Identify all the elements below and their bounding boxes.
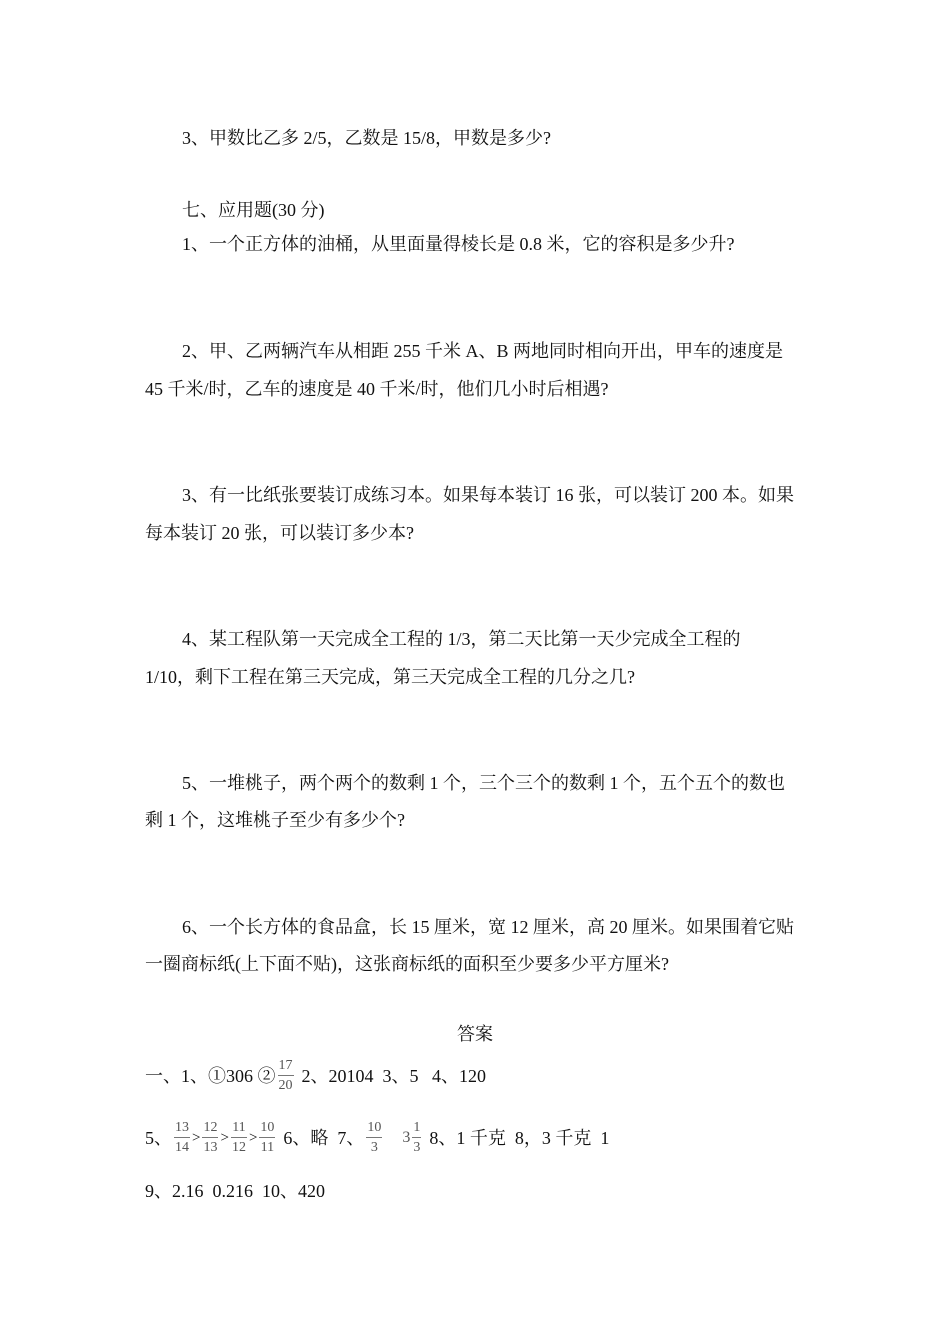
- fraction-denominator: 20: [278, 1078, 293, 1093]
- question-5-line-2: 剩 1 个，这堆桃子至少有多少个?: [145, 810, 405, 830]
- question-1: 1、一个正方体的油桶，从里面量得棱长是 0.8 米，它的容积是多少升?: [182, 234, 735, 254]
- answer-row-2-prefix: 5、: [145, 1127, 172, 1148]
- answer-row-2-middle: 6、略 7、: [283, 1127, 365, 1148]
- greater-than: >: [220, 1129, 229, 1146]
- answer-row-2: [145, 1120, 609, 1155]
- greater-than: >: [248, 1129, 258, 1146]
- question-3-previous: 3、甲数比乙多 2/5，乙数是 15/8，甲数是多少?: [182, 128, 551, 148]
- fraction-numerator: 1: [412, 1120, 421, 1138]
- fraction-numerator: 13: [174, 1120, 190, 1138]
- fraction: [278, 1058, 294, 1093]
- question-5-line-1: 5、一堆桃子，两个两个的数剩 1 个，三个三个的数剩 1 个，五个五个的数也: [182, 773, 785, 793]
- question-3-line-1: 3、有一比纸张要装订成练习本。如果每本装订 16 张，可以装订 200 本。如果: [182, 485, 794, 505]
- fraction-numerator: 10: [366, 1120, 382, 1138]
- question-2-line-2: 45 千米/时，乙车的速度是 40 千米/时，他们几小时后相遇?: [145, 379, 609, 399]
- answer-row-2-suffix: 8、1 千克 8，3 千克 1: [429, 1127, 610, 1148]
- question-3-line-2: 每本装订 20 张，可以装订多少本?: [145, 523, 414, 543]
- answer-row-1: [145, 1058, 486, 1093]
- greater-than: >: [192, 1129, 201, 1146]
- question-6-line-1: 6、一个长方体的食品盒，长 15 厘米，宽 12 厘米，高 20 厘米。如果围着它贴: [182, 917, 794, 937]
- fraction-numerator: 10: [259, 1120, 275, 1138]
- answer-row-1-suffix: 2、20104 3、5 4、120: [301, 1065, 486, 1086]
- fraction: [366, 1120, 382, 1155]
- answers-title: 答案: [457, 1024, 493, 1044]
- mixed-number: [402, 1120, 423, 1155]
- fraction-numerator: 12: [202, 1120, 218, 1138]
- fraction-numerator: 11: [231, 1120, 246, 1138]
- fraction: [259, 1120, 275, 1155]
- fraction: [174, 1120, 190, 1155]
- fraction-denominator: 3: [370, 1140, 378, 1155]
- fraction-denominator: 3: [413, 1140, 421, 1155]
- fraction: [202, 1120, 218, 1155]
- question-4-line-2: 1/10，剩下工程在第三天完成，第三天完成全工程的几分之几?: [145, 667, 635, 687]
- section-title: 七、应用题(30 分): [182, 200, 325, 220]
- mixed-number-whole: 3: [402, 1128, 411, 1146]
- answer-row-1-prefix: 一、1、①306 ②: [145, 1065, 276, 1086]
- question-4-line-1: 4、某工程队第一天完成全工程的 1/3，第二天比第一天少完成全工程的: [182, 629, 741, 649]
- fraction-denominator: 12: [231, 1140, 246, 1155]
- answer-row-3: 9、2.16 0.216 10、420: [145, 1181, 325, 1201]
- question-2-line-1: 2、甲、乙两辆汽车从相距 255 千米 A、B 两地同时相向开出，甲车的速度是: [182, 341, 784, 361]
- fraction-denominator: 14: [175, 1140, 189, 1155]
- fraction: [412, 1120, 421, 1155]
- fraction: [231, 1120, 247, 1155]
- question-6-line-2: 一圈商标纸(上下面不贴)，这张商标纸的面积至少要多少平方厘米?: [145, 954, 669, 974]
- fraction-denominator: 11: [260, 1140, 275, 1155]
- fraction-denominator: 13: [203, 1140, 218, 1155]
- fraction-numerator: 17: [278, 1058, 294, 1076]
